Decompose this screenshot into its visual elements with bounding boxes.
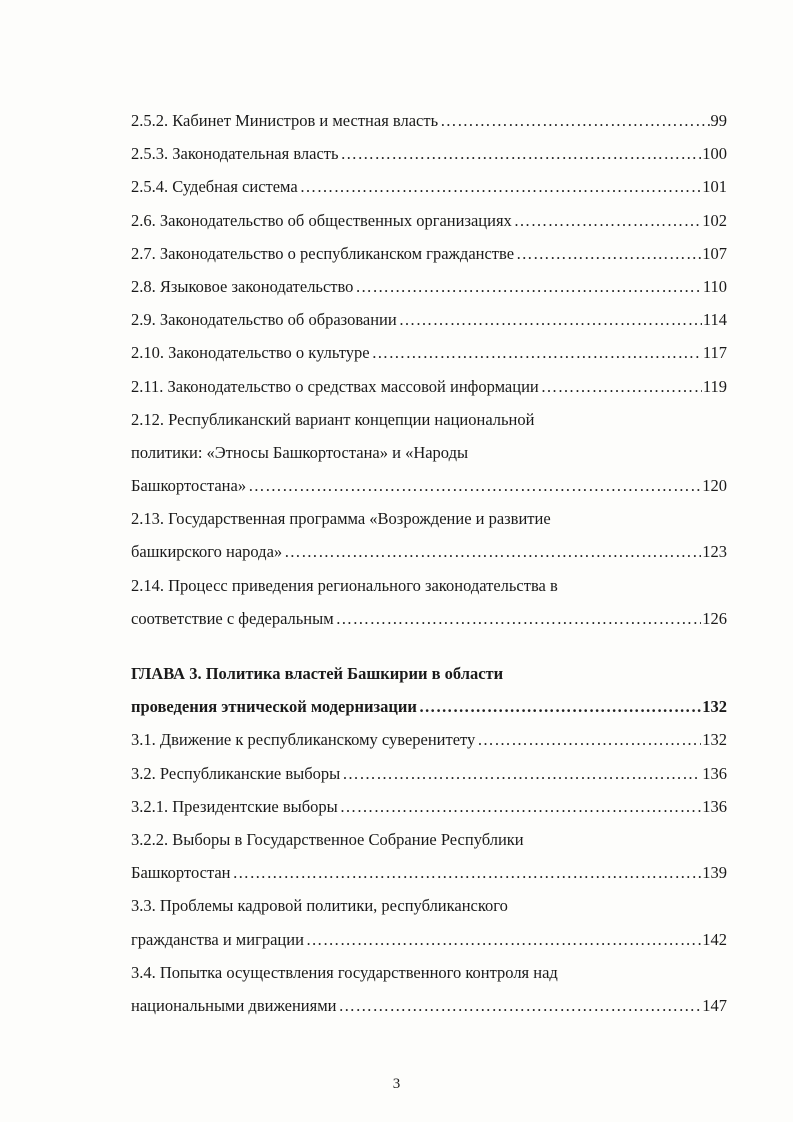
toc-entry-title: 2.8. Языковое законодательство xyxy=(131,276,354,296)
toc-dot-leader xyxy=(514,204,701,237)
toc-entry xyxy=(131,602,727,635)
toc-entry-title: 3.2. Республиканские выборы xyxy=(131,763,341,783)
toc-dot-leader xyxy=(233,856,702,889)
toc-entry xyxy=(131,137,727,170)
toc-entry-title: 2.7. Законодательство о республиканском гражданстве xyxy=(131,243,515,263)
toc-entry xyxy=(131,170,727,203)
toc-entry-title: 3.4. Попытка осуществления государственного контроля над xyxy=(131,962,558,982)
toc-dot-leader xyxy=(372,336,702,369)
toc-entry-title: 3.1. Движение к республиканскому суверенитету xyxy=(131,730,476,750)
toc-dot-leader xyxy=(338,989,701,1022)
toc-entry xyxy=(131,336,727,369)
toc-entry-title: гражданства и миграции xyxy=(131,929,304,949)
toc-entry-page: 123 xyxy=(702,542,727,562)
toc-entry xyxy=(131,657,727,690)
toc-dot-leader xyxy=(340,790,702,823)
toc-entry-page: 132 xyxy=(702,730,727,750)
toc-dot-leader xyxy=(355,270,701,303)
toc-entry-page: 100 xyxy=(702,144,727,164)
toc-section-chapter-2 xyxy=(131,104,727,635)
toc-entry xyxy=(131,790,727,823)
toc-entry xyxy=(131,502,727,535)
toc-entry xyxy=(131,237,727,270)
toc-entry xyxy=(131,889,727,922)
toc-entry xyxy=(131,956,727,989)
toc-entry-title: 2.12. Республиканский вариант концепции национальной xyxy=(131,409,535,429)
toc-entry-title: 3.2.1. Президентские выборы xyxy=(131,796,338,816)
toc-entry-title: 2.5.4. Судебная система xyxy=(131,177,298,197)
toc-chapter-3-heading xyxy=(131,657,727,723)
toc-entry xyxy=(131,823,727,856)
toc-entry-title: Башкортостан xyxy=(131,863,231,883)
toc-entry xyxy=(131,104,727,137)
toc-entry-page: 114 xyxy=(702,310,727,330)
toc-entry-page: 99 xyxy=(710,111,727,130)
toc-entry xyxy=(131,690,727,723)
toc-entry xyxy=(131,569,727,602)
toc-dot-leader xyxy=(248,469,701,502)
toc-entry xyxy=(131,303,727,336)
toc-entry-page: 107 xyxy=(702,243,727,263)
toc-entry-page: 142 xyxy=(702,929,727,949)
toc-entry-title: политики: «Этносы Башкортостана» и «Народы xyxy=(131,442,469,462)
toc-dot-leader xyxy=(477,723,701,756)
toc-section-chapter-3 xyxy=(131,723,727,1022)
toc-entry-page: 117 xyxy=(702,343,727,363)
toc-entry-page: 119 xyxy=(702,376,727,396)
toc-entry xyxy=(131,204,727,237)
toc-entry-title: башкирского народа» xyxy=(131,542,283,562)
toc-entry-title: 2.6. Законодательство об общественных организациях xyxy=(131,210,512,230)
toc-dot-leader xyxy=(516,237,701,270)
toc-entry xyxy=(131,856,727,889)
toc-dot-leader xyxy=(284,535,701,568)
table-of-contents xyxy=(131,104,727,1022)
toc-entry xyxy=(131,436,727,469)
toc-entry-page: 132 xyxy=(702,697,727,717)
toc-dot-leader xyxy=(419,690,701,723)
toc-entry-title: проведения этнической модернизации xyxy=(131,697,417,717)
toc-entry-title: 2.5.3. Законодательная власть xyxy=(131,144,339,164)
toc-entry-title: 2.9. Законодательство об образовании xyxy=(131,310,397,330)
toc-entry-page: 120 xyxy=(702,476,727,496)
toc-entry xyxy=(131,723,727,756)
toc-dot-leader xyxy=(342,757,701,790)
toc-entry-title: 2.14. Процесс приведения регионального законодательства в xyxy=(131,575,558,595)
toc-entry xyxy=(131,535,727,568)
toc-entry-title: ГЛАВА 3. Политика властей Башкирии в области xyxy=(131,664,504,683)
section-gap xyxy=(131,635,727,657)
toc-entry xyxy=(131,989,727,1022)
toc-entry-page: 139 xyxy=(702,863,727,883)
toc-dot-leader xyxy=(440,104,709,137)
toc-entry xyxy=(131,923,727,956)
toc-dot-leader xyxy=(336,602,702,635)
toc-entry-title: 2.5.2. Кабинет Министров и местная власть xyxy=(131,111,439,130)
toc-entry-title: 3.3. Проблемы кадровой политики, республиканского xyxy=(131,896,508,916)
toc-entry-title: 2.13. Государственная программа «Возрождение и развитие xyxy=(131,509,551,529)
toc-entry-title: 2.10. Законодательство о культуре xyxy=(131,343,370,363)
toc-entry-title: 3.2.2. Выборы в Государственное Собрание Республики xyxy=(131,829,524,849)
toc-dot-leader xyxy=(541,370,702,403)
toc-entry xyxy=(131,403,727,436)
toc-dot-leader xyxy=(399,303,702,336)
toc-entry-page: 136 xyxy=(702,763,727,783)
toc-entry-page: 102 xyxy=(702,210,727,230)
toc-entry xyxy=(131,370,727,403)
toc-entry-page: 147 xyxy=(702,995,727,1015)
toc-entry xyxy=(131,270,727,303)
toc-entry-title: Башкортостана» xyxy=(131,476,247,496)
toc-dot-leader xyxy=(341,137,702,170)
toc-entry-title: 2.11. Законодательство о средствах массовой информации xyxy=(131,376,539,396)
toc-entry xyxy=(131,757,727,790)
toc-dot-leader xyxy=(306,923,701,956)
toc-entry-title: национальными движениями xyxy=(131,995,337,1015)
toc-entry-title: соответствие с федеральным xyxy=(131,608,334,628)
page-number: 3 xyxy=(392,1076,401,1092)
toc-entry-page: 126 xyxy=(702,608,727,628)
toc-entry xyxy=(131,469,727,502)
toc-entry-page: 110 xyxy=(702,276,727,296)
toc-entry-page: 101 xyxy=(702,177,727,197)
toc-dot-leader xyxy=(300,170,702,203)
toc-entry-page: 136 xyxy=(702,796,727,816)
